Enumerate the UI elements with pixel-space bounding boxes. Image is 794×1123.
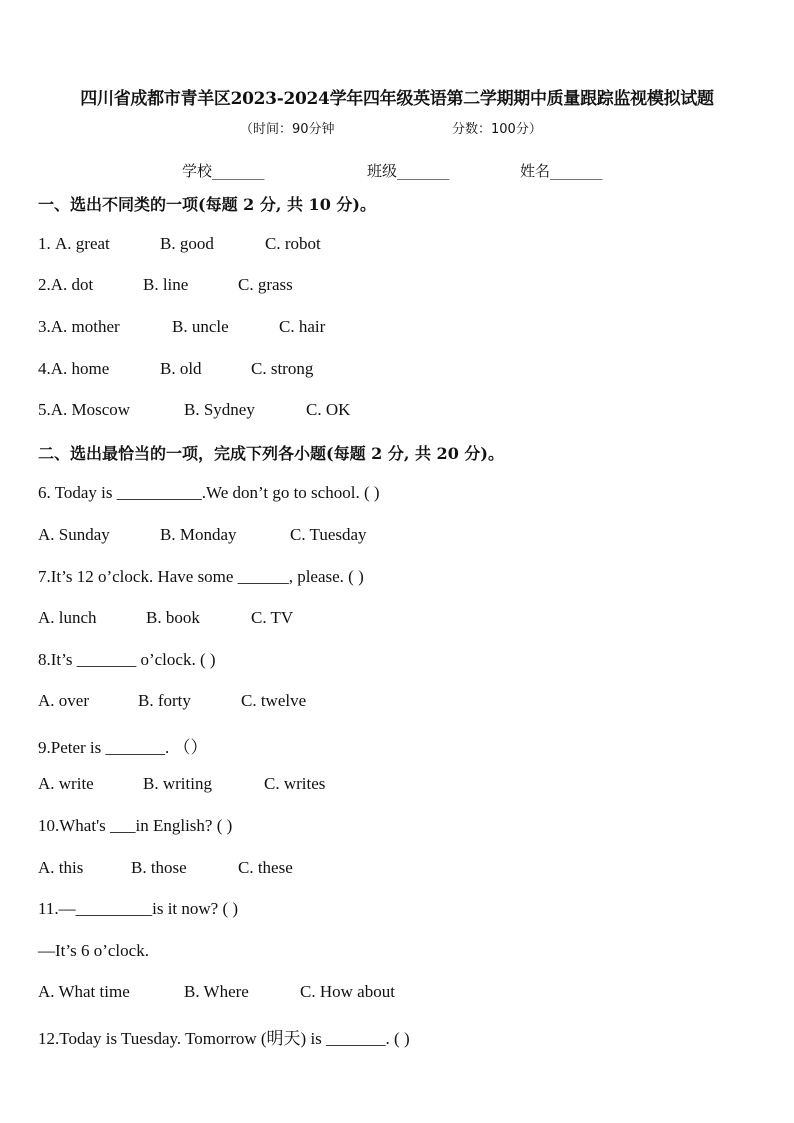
option-a: A. mother <box>50 317 120 336</box>
option-c: C. How about <box>300 982 395 1001</box>
option-a: A. What time <box>38 982 130 1001</box>
question-number: 2. <box>38 275 51 294</box>
option-a: A. lunch <box>38 608 97 627</box>
section-2-heading: 二、选出最恰当的一项，完成下列各小题(每题 2 分, 共 20 分)。 <box>38 444 504 463</box>
question-10-stem: 10.What's ___in English? ( ) <box>38 816 233 835</box>
option-a: A. this <box>38 858 84 877</box>
option-a: A. over <box>38 691 89 710</box>
option-c: C. Tuesday <box>290 525 367 544</box>
option-c: C. writes <box>264 774 326 793</box>
option-b: B. Where <box>184 982 249 1001</box>
option-b: B. forty <box>138 691 191 710</box>
question-number: 1. <box>38 234 55 253</box>
option-b: B. those <box>131 858 187 877</box>
option-b: B. good <box>160 234 214 253</box>
option-a: A. home <box>50 359 110 378</box>
question-8-stem: 8.It’s _______ o’clock. ( ) <box>38 650 216 669</box>
option-c: C. strong <box>251 359 314 378</box>
question-number: 5. <box>38 400 51 419</box>
class-field: 班级_______ <box>367 162 450 180</box>
option-a: A. great <box>55 234 110 253</box>
option-a: A. write <box>38 774 94 793</box>
name-field: 姓名_______ <box>520 162 603 180</box>
option-c: C. OK <box>306 400 351 419</box>
exam-title: 四川省成都市青羊区2023-2024学年四年级英语第二学期期中质量跟踪监视模拟试题 <box>80 89 714 109</box>
question-number: 4. <box>38 359 51 378</box>
option-c: C. TV <box>251 608 294 627</box>
question-9-stem: 9.Peter is _______. （） <box>38 738 208 757</box>
option-a: A. Sunday <box>38 525 110 544</box>
question-11-stem: 11.—_________is it now? ( ) <box>38 899 239 918</box>
section-1-heading: 一、选出不同类的一项(每题 2 分, 共 10 分)。 <box>38 195 376 214</box>
option-c: C. these <box>238 858 293 877</box>
option-b: B. writing <box>143 774 212 793</box>
option-b: B. line <box>143 275 189 294</box>
exam-score: 分数：100分） <box>452 122 542 137</box>
option-b: B. Monday <box>160 525 237 544</box>
option-c: C. grass <box>238 275 293 294</box>
option-a: A. dot <box>50 275 94 294</box>
question-number: 3. <box>38 317 51 336</box>
question-4 <box>38 359 109 379</box>
option-b: B. uncle <box>172 317 229 336</box>
option-c: C. robot <box>265 234 321 253</box>
question-2 <box>38 275 93 295</box>
question-12-stem: 12.Today is Tuesday. Tomorrow (明天) is _______. ( ) <box>38 1029 410 1048</box>
question-5 <box>38 400 130 420</box>
option-c: C. twelve <box>241 691 307 710</box>
school-field: 学校_______ <box>182 162 265 180</box>
option-a: A. Moscow <box>50 400 131 419</box>
option-b: B. book <box>146 608 200 627</box>
question-6-stem: 6. Today is __________.We don’t go to school. ( ) <box>38 483 380 502</box>
option-c: C. hair <box>279 317 326 336</box>
exam-time: （时间：90分钟 <box>240 122 335 137</box>
question-11-reply: —It’s 6 o’clock. <box>38 941 149 960</box>
question-1 <box>38 234 110 254</box>
option-b: B. old <box>160 359 202 378</box>
question-3 <box>38 317 120 337</box>
question-7-stem: 7.It’s 12 o’clock. Have some ______, please. ( ) <box>38 567 364 586</box>
option-b: B. Sydney <box>184 400 255 419</box>
